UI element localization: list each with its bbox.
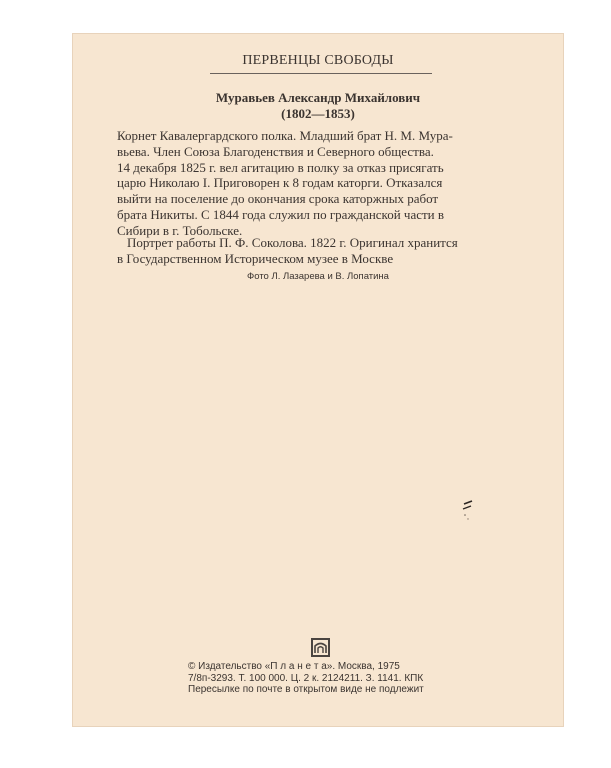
biography-line: Сибири в г. Тобольске. — [117, 222, 243, 238]
series-title: ПЕРВЕНЦЫ СВОБОДЫ — [242, 53, 394, 68]
person-name: Муравьев Александр Михайлович — [215, 90, 421, 105]
publisher-imprint — [188, 661, 508, 696]
biography-line: 14 декабря 1825 г. вел агитацию в полку за отказ присягать — [117, 159, 444, 175]
biography-line: царю Николаю I. Приговорен к 8 годам каторги. Отказался — [117, 175, 443, 191]
stain-marks — [461, 500, 475, 522]
photo-credit: Фото Л. Лазарева и В. Лопатина — [247, 271, 389, 282]
imprint-line: © Издательство «П л а н е т а». Москва, 1975 — [188, 661, 400, 672]
planeta-logo-icon — [311, 638, 330, 657]
biography-text — [117, 128, 519, 239]
postcard-back — [72, 33, 564, 727]
biography-line: вьева. Член Союза Благоденствия и Северного общества. — [117, 143, 434, 159]
portrait-note — [117, 235, 519, 267]
title-underline — [210, 73, 432, 74]
portrait-line: Портрет работы П. Ф. Соколова. 1822 г. Оригинал хранится — [127, 235, 458, 250]
biography-line: брата Никиты. С 1844 года служил по гражданской части в — [117, 206, 445, 222]
portrait-line: в Государственном Историческом музее в Москве — [117, 250, 394, 266]
imprint-line: 7/8п-3293. Т. 100 000. Ц. 2 к. 2124211. З. 1141. КПК — [188, 672, 424, 684]
life-years: (1802—1853) — [281, 106, 355, 121]
biography-line: Корнет Кавалергардского полка. Младший брат Н. М. Мура- — [117, 128, 453, 143]
imprint-line: Пересылке по почте в открытом виде не подлежит — [188, 684, 424, 696]
biography-line: выйти на поселение до окончания срока каторжных работ — [117, 191, 439, 207]
